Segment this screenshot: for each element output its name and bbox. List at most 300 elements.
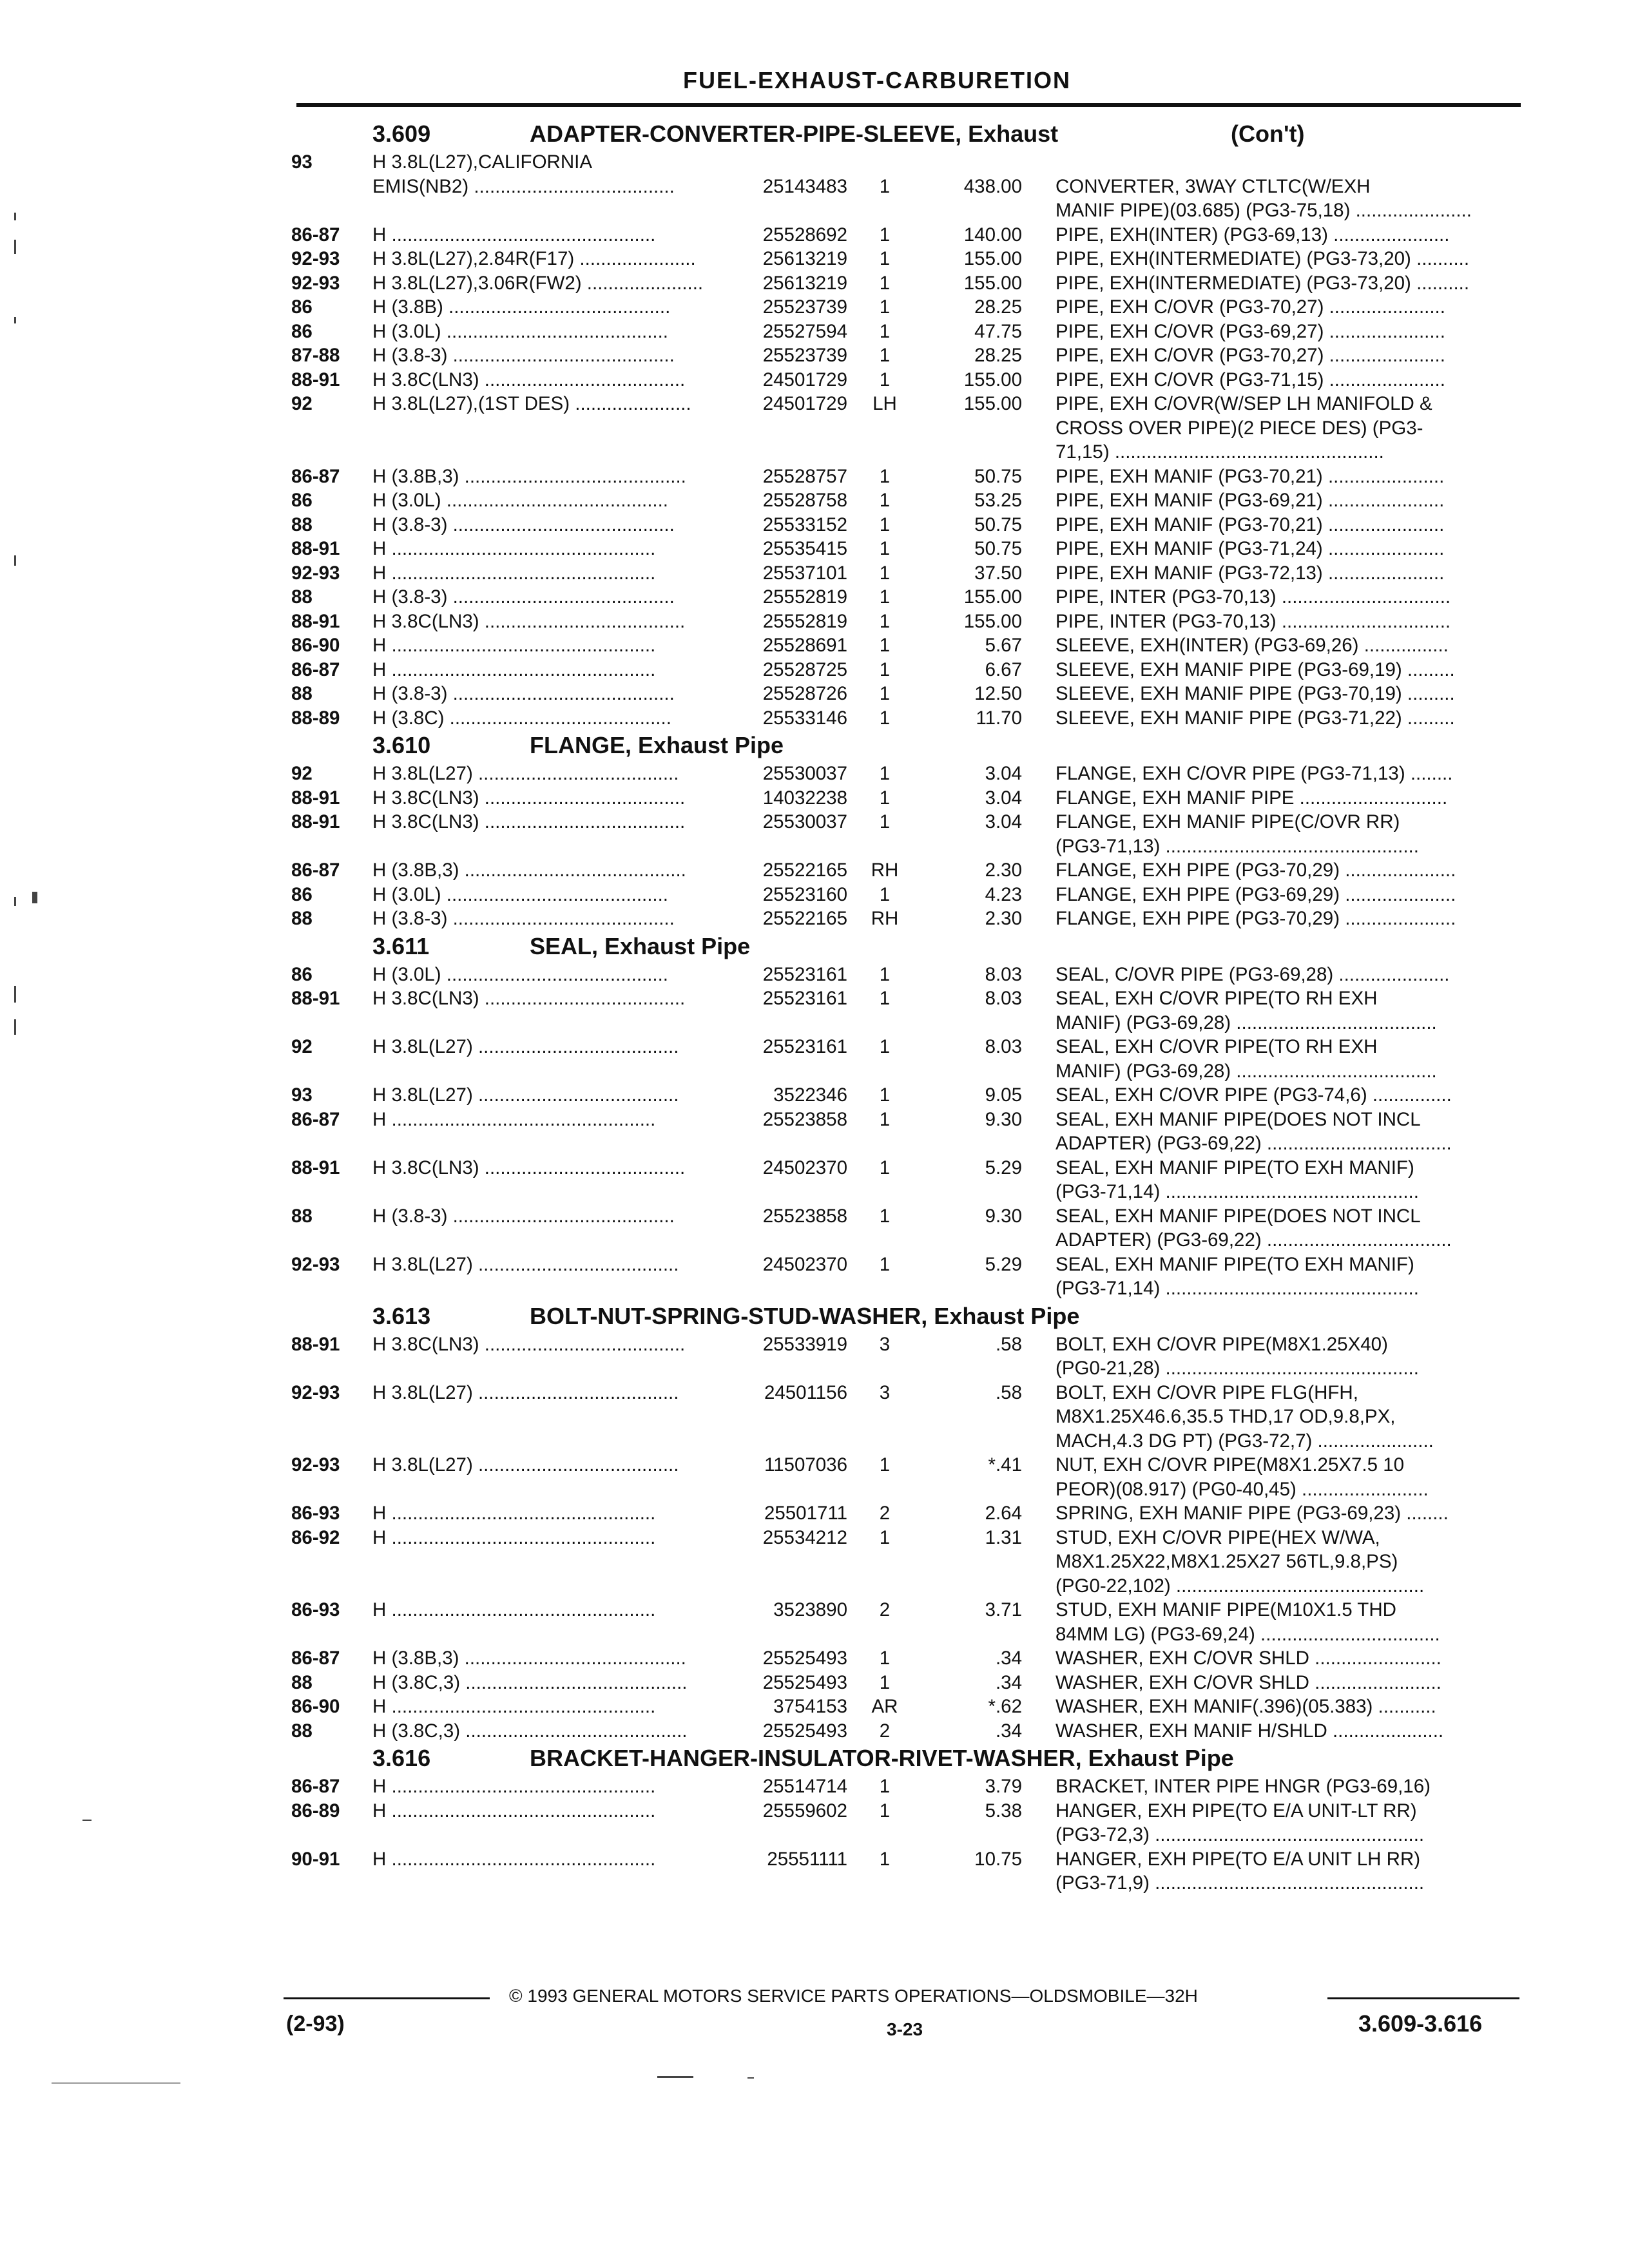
quantity: RH bbox=[871, 908, 899, 929]
description: FLANGE, EXH PIPE (PG3-70,29) ..................... bbox=[1055, 908, 1456, 929]
scan-mark bbox=[747, 2077, 754, 2079]
parts-row bbox=[0, 1011, 1629, 1035]
application: H (3.8B) .......................................... bbox=[372, 296, 671, 318]
price: 3.79 bbox=[985, 1776, 1022, 1797]
parts-row bbox=[0, 1574, 1629, 1599]
description: WASHER, EXH MANIF(.396)(05.383) ........... bbox=[1055, 1696, 1436, 1717]
quantity: 1 bbox=[879, 1253, 891, 1275]
description: PIPE, INTER (PG3-70,13) ................................ bbox=[1055, 586, 1451, 608]
parts-row bbox=[0, 271, 1629, 296]
part-number: 25525493 bbox=[759, 1671, 847, 1695]
parts-row bbox=[0, 658, 1629, 682]
quantity: 1 bbox=[879, 763, 891, 784]
price: 155.00 bbox=[963, 248, 1022, 269]
part-number: 25533146 bbox=[759, 706, 847, 730]
model-year: 92-93 bbox=[291, 1454, 340, 1475]
part-number: 25523739 bbox=[759, 343, 847, 367]
part-number: 24502370 bbox=[759, 1156, 847, 1180]
model-year: 92-93 bbox=[291, 1253, 340, 1275]
part-number: 25523161 bbox=[759, 963, 847, 986]
part-number: 25613219 bbox=[759, 271, 847, 295]
model-year: 90-91 bbox=[291, 1848, 340, 1870]
quantity: 1 bbox=[879, 1776, 891, 1797]
parts-row bbox=[0, 633, 1629, 658]
price: 3.04 bbox=[985, 811, 1022, 832]
description: SEAL, EXH MANIF PIPE(TO EXH MANIF) bbox=[1055, 1253, 1414, 1275]
description: MANIF PIPE)(03.685) (PG3-75,18) ...................... bbox=[1055, 200, 1472, 221]
parts-row bbox=[0, 440, 1629, 465]
part-number: 25533919 bbox=[759, 1332, 847, 1356]
price: .34 bbox=[995, 1648, 1022, 1669]
description: SLEEVE, EXH MANIF PIPE (PG3-71,22) ......... bbox=[1055, 707, 1455, 729]
quantity: 1 bbox=[879, 658, 891, 680]
part-number: 25527594 bbox=[759, 320, 847, 343]
part-number: 25537101 bbox=[759, 561, 847, 585]
header-rule bbox=[296, 103, 1521, 107]
description: HANGER, EXH PIPE(TO E/A UNIT LH RR) bbox=[1055, 1848, 1421, 1870]
model-year: 86-87 bbox=[291, 658, 340, 680]
description: 84MM LG) (PG3-69,24) .................................. bbox=[1055, 1623, 1440, 1645]
application: H (3.8C,3) .......................................... bbox=[372, 1720, 688, 1742]
quantity: 1 bbox=[879, 883, 891, 905]
description: PIPE, EXH(INTER) (PG3-69,13) ...................... bbox=[1055, 224, 1450, 245]
price: 9.30 bbox=[985, 1108, 1022, 1130]
quantity: 1 bbox=[879, 1648, 891, 1669]
description: BOLT, EXH C/OVR PIPE(M8X1.25X40) bbox=[1055, 1333, 1388, 1355]
scan-mark bbox=[14, 555, 16, 566]
footer-rule-left bbox=[284, 1997, 490, 1999]
part-number: 3523890 bbox=[769, 1598, 847, 1622]
description: FLANGE, EXH MANIF PIPE(C/OVR RR) bbox=[1055, 811, 1400, 832]
quantity: 1 bbox=[879, 514, 891, 535]
price: 8.03 bbox=[985, 988, 1022, 1009]
model-year: 88-91 bbox=[291, 538, 340, 559]
parts-row bbox=[0, 343, 1629, 368]
parts-row bbox=[0, 1356, 1629, 1381]
application: H 3.8L(L27) ...................................... bbox=[372, 763, 679, 784]
model-year: 93 bbox=[291, 151, 313, 173]
price: 37.50 bbox=[974, 562, 1022, 584]
parts-row bbox=[0, 1083, 1629, 1108]
application: H .................................................. bbox=[372, 1800, 656, 1821]
description: SPRING, EXH MANIF PIPE (PG3-69,23) ........ bbox=[1055, 1503, 1449, 1524]
parts-row bbox=[0, 1131, 1629, 1156]
price: 2.64 bbox=[985, 1503, 1022, 1524]
model-year: 86 bbox=[291, 490, 313, 511]
price: .58 bbox=[995, 1333, 1022, 1355]
parts-row bbox=[0, 1526, 1629, 1550]
model-year: 88-91 bbox=[291, 1333, 340, 1355]
part-number: 25525493 bbox=[759, 1646, 847, 1670]
parts-row bbox=[0, 682, 1629, 706]
model-year: 88-91 bbox=[291, 610, 340, 632]
scan-mark bbox=[82, 1820, 92, 1821]
footer-copyright: © 1993 GENERAL MOTORS SERVICE PARTS OPERATIONS—OLDSMOBILE—32H bbox=[509, 1986, 1198, 2006]
description: (PG3-71,14) ................................................ bbox=[1055, 1278, 1419, 1299]
description: SLEEVE, EXH MANIF PIPE (PG3-69,19) ......... bbox=[1055, 658, 1455, 680]
section-header bbox=[0, 119, 1629, 150]
section-name: BRACKET-HANGER-INSULATOR-RIVET-WASHER, Exhaust Pipe bbox=[530, 1745, 1234, 1771]
price: 155.00 bbox=[963, 610, 1022, 632]
price: 2.30 bbox=[985, 908, 1022, 929]
description: FLANGE, EXH C/OVR PIPE (PG3-71,13) ........ bbox=[1055, 763, 1453, 784]
section-name: SEAL, Exhaust Pipe bbox=[530, 932, 751, 959]
description: SLEEVE, EXH(INTER) (PG3-69,26) ................ bbox=[1055, 635, 1449, 656]
quantity: 1 bbox=[879, 683, 891, 704]
parts-row bbox=[0, 1180, 1629, 1204]
application: H .................................................. bbox=[372, 1696, 656, 1717]
model-year: 92 bbox=[291, 393, 313, 414]
quantity: 1 bbox=[879, 345, 891, 366]
application: H (3.8-3) .......................................... bbox=[372, 514, 675, 535]
part-number: 3522346 bbox=[769, 1083, 847, 1107]
model-year: 88-91 bbox=[291, 787, 340, 809]
parts-row bbox=[0, 561, 1629, 586]
price: 5.29 bbox=[985, 1157, 1022, 1178]
description: BRACKET, INTER PIPE HNGR (PG3-69,16) bbox=[1055, 1776, 1431, 1797]
part-number: 25530037 bbox=[759, 762, 847, 785]
parts-row bbox=[0, 1622, 1629, 1647]
quantity: 1 bbox=[879, 610, 891, 632]
application: H (3.8-3) .......................................... bbox=[372, 908, 675, 929]
part-number: 25523858 bbox=[759, 1108, 847, 1131]
parts-row bbox=[0, 175, 1629, 199]
section-number: 3.610 bbox=[372, 732, 431, 758]
scan-mark bbox=[14, 213, 16, 220]
model-year: 88 bbox=[291, 683, 313, 704]
description: SEAL, C/OVR PIPE (PG3-69,28) ..................... bbox=[1055, 963, 1450, 985]
part-number: 25522165 bbox=[759, 907, 847, 930]
model-year: 92 bbox=[291, 1036, 313, 1057]
quantity: 1 bbox=[879, 248, 891, 269]
description: FLANGE, EXH PIPE (PG3-70,29) ..................... bbox=[1055, 860, 1456, 881]
application: H .................................................. bbox=[372, 635, 656, 656]
description: SEAL, EXH C/OVR PIPE(TO RH EXH bbox=[1055, 1036, 1378, 1057]
parts-row bbox=[0, 1501, 1629, 1526]
description: M8X1.25X46.6,35.5 THD,17 OD,9.8,PX, bbox=[1055, 1406, 1396, 1427]
application: H (3.8B,3) .......................................... bbox=[372, 465, 686, 487]
section-continued: (Con't) bbox=[1231, 120, 1305, 147]
description: PIPE, EXH(INTERMEDIATE) (PG3-73,20) .......... bbox=[1055, 248, 1470, 269]
model-year: 88 bbox=[291, 1671, 313, 1693]
application: H 3.8L(L27),3.06R(FW2) ...................... bbox=[372, 272, 704, 294]
part-number: 25551111 bbox=[763, 1847, 847, 1871]
description: SEAL, EXH C/OVR PIPE (PG3-74,6) ............... bbox=[1055, 1084, 1452, 1106]
model-year: 86-87 bbox=[291, 1776, 340, 1797]
parts-row bbox=[0, 834, 1629, 859]
application: H (3.8B,3) .......................................... bbox=[372, 1648, 686, 1669]
application: H 3.8L(L27) ...................................... bbox=[372, 1454, 679, 1475]
parts-row bbox=[0, 1108, 1629, 1132]
parts-row bbox=[0, 1477, 1629, 1502]
model-year: 86 bbox=[291, 320, 313, 342]
quantity: 1 bbox=[879, 296, 891, 318]
part-number: 25525493 bbox=[759, 1719, 847, 1743]
part-number: 25552819 bbox=[759, 585, 847, 609]
parts-row bbox=[0, 1671, 1629, 1695]
parts-row bbox=[0, 1799, 1629, 1823]
part-number: 25523739 bbox=[759, 295, 847, 319]
quantity: 1 bbox=[879, 562, 891, 584]
parts-row bbox=[0, 1695, 1629, 1719]
description: BOLT, EXH C/OVR PIPE FLG(HFH, bbox=[1055, 1381, 1358, 1403]
section-number: 3.611 bbox=[372, 932, 430, 959]
part-number: 25501711 bbox=[760, 1501, 847, 1525]
description: SEAL, EXH MANIF PIPE(TO EXH MANIF) bbox=[1055, 1157, 1414, 1178]
section-number: 3.616 bbox=[372, 1745, 431, 1771]
description: SEAL, EXH MANIF PIPE(DOES NOT INCL bbox=[1055, 1108, 1421, 1130]
quantity: 1 bbox=[879, 635, 891, 656]
price: 5.29 bbox=[985, 1253, 1022, 1275]
section-number: 3.613 bbox=[372, 1302, 431, 1329]
application: H (3.8C,3) .......................................... bbox=[372, 1671, 688, 1693]
quantity: 1 bbox=[879, 175, 891, 197]
description: PIPE, EXH C/OVR (PG3-70,27) ...................... bbox=[1055, 296, 1445, 318]
description: PIPE, EXH C/OVR (PG3-69,27) ...................... bbox=[1055, 320, 1445, 342]
model-year: 88 bbox=[291, 514, 313, 535]
parts-row bbox=[0, 1381, 1629, 1405]
price: 12.50 bbox=[974, 683, 1022, 704]
application: H 3.8C(LN3) ...................................... bbox=[372, 787, 686, 809]
quantity: 1 bbox=[879, 1800, 891, 1821]
parts-row bbox=[0, 1646, 1629, 1671]
section-name: BOLT-NUT-SPRING-STUD-WASHER, Exhaust Pipe bbox=[530, 1302, 1080, 1329]
price: 155.00 bbox=[963, 272, 1022, 294]
model-year: 86-87 bbox=[291, 1108, 340, 1130]
description: PIPE, EXH MANIF (PG3-70,21) ...................... bbox=[1055, 465, 1445, 487]
price: 3.71 bbox=[985, 1599, 1022, 1620]
parts-row bbox=[0, 537, 1629, 561]
scan-mark bbox=[14, 317, 16, 323]
application: H (3.8-3) .......................................... bbox=[372, 345, 675, 366]
parts-row bbox=[0, 1156, 1629, 1180]
model-year: 86-90 bbox=[291, 1696, 340, 1717]
quantity: RH bbox=[871, 860, 899, 881]
price: 11.70 bbox=[976, 707, 1022, 729]
model-year: 86-89 bbox=[291, 1800, 340, 1821]
parts-row bbox=[0, 1059, 1629, 1084]
price: 155.00 bbox=[963, 393, 1022, 414]
parts-row bbox=[0, 1228, 1629, 1253]
parts-row bbox=[0, 1429, 1629, 1454]
application: H (3.0L) .......................................... bbox=[372, 963, 668, 985]
scan-mark bbox=[14, 897, 16, 906]
price: 6.67 bbox=[985, 658, 1022, 680]
part-number: 3754153 bbox=[769, 1695, 847, 1718]
footer-rule-right bbox=[1327, 1997, 1519, 1999]
description: PIPE, EXH MANIF (PG3-70,21) ...................... bbox=[1055, 514, 1445, 535]
part-number: 25613219 bbox=[759, 247, 847, 271]
parts-row bbox=[0, 1871, 1629, 1896]
parts-row bbox=[0, 1204, 1629, 1229]
quantity: 1 bbox=[879, 586, 891, 608]
description: FLANGE, EXH MANIF PIPE ............................ bbox=[1055, 787, 1448, 809]
parts-row bbox=[0, 1276, 1629, 1301]
description: NUT, EXH C/OVR PIPE(M8X1.25X7.5 10 bbox=[1055, 1454, 1405, 1475]
application: H 3.8L(L27) ...................................... bbox=[372, 1084, 679, 1106]
application: H (3.0L) .......................................... bbox=[372, 490, 668, 511]
description: SLEEVE, EXH MANIF PIPE (PG3-70,19) ......... bbox=[1055, 683, 1455, 704]
description: (PG3-71,14) ................................................ bbox=[1055, 1181, 1419, 1202]
application: H .................................................. bbox=[372, 1526, 656, 1548]
price: *.62 bbox=[988, 1696, 1022, 1717]
application: H (3.8-3) .......................................... bbox=[372, 683, 675, 704]
scan-mark bbox=[14, 986, 16, 1003]
application: H (3.8-3) .......................................... bbox=[372, 586, 675, 608]
part-number: 25523161 bbox=[759, 1035, 847, 1059]
part-number: 14032238 bbox=[759, 786, 847, 810]
description: (PG3-71,9) ................................................... bbox=[1055, 1872, 1425, 1894]
description: 71,15) ................................................... bbox=[1055, 441, 1384, 463]
model-year: 86-93 bbox=[291, 1503, 340, 1524]
parts-row bbox=[0, 1847, 1629, 1872]
part-number: 25535415 bbox=[759, 537, 847, 561]
model-year: 88-91 bbox=[291, 369, 340, 390]
description: SEAL, EXH MANIF PIPE(DOES NOT INCL bbox=[1055, 1205, 1421, 1227]
description: MANIF) (PG3-69,28) ...................................... bbox=[1055, 1012, 1437, 1033]
section-header bbox=[0, 931, 1629, 963]
parts-row bbox=[0, 1405, 1629, 1429]
quantity: 1 bbox=[879, 320, 891, 342]
application: H .................................................. bbox=[372, 1108, 656, 1130]
parts-row bbox=[0, 368, 1629, 392]
parts-row bbox=[0, 1035, 1629, 1059]
part-number: 25523161 bbox=[759, 986, 847, 1010]
application: H .................................................. bbox=[372, 538, 656, 559]
parts-row bbox=[0, 1719, 1629, 1744]
part-number: 25528757 bbox=[759, 465, 847, 488]
quantity: 2 bbox=[879, 1720, 891, 1742]
description: M8X1.25X22,M8X1.25X27 56TL,9.8,PS) bbox=[1055, 1551, 1398, 1572]
part-number: 25559602 bbox=[759, 1799, 847, 1823]
footer-page-number: 3-23 bbox=[887, 2019, 923, 2039]
parts-row bbox=[0, 883, 1629, 907]
application: H (3.0L) .......................................... bbox=[372, 883, 668, 905]
parts-row bbox=[0, 1253, 1629, 1277]
quantity: 1 bbox=[879, 1454, 891, 1475]
description: MACH,4.3 DG PT) (PG3-72,7) ...................... bbox=[1055, 1430, 1434, 1452]
description: PIPE, EXH C/OVR(W/SEP LH MANIFOLD & bbox=[1055, 393, 1432, 414]
price: 1.31 bbox=[985, 1526, 1022, 1548]
section-name: ADAPTER-CONVERTER-PIPE-SLEEVE, Exhaust bbox=[530, 120, 1059, 147]
price: 3.04 bbox=[985, 787, 1022, 809]
price: 140.00 bbox=[963, 224, 1022, 245]
part-number: 24501156 bbox=[760, 1381, 847, 1405]
description: PIPE, INTER (PG3-70,13) ................................ bbox=[1055, 610, 1451, 632]
application: H (3.0L) .......................................... bbox=[372, 320, 668, 342]
price: *.41 bbox=[988, 1454, 1022, 1475]
model-year: 86-90 bbox=[291, 635, 340, 656]
model-year: 93 bbox=[291, 1084, 313, 1106]
part-number: 24501729 bbox=[759, 368, 847, 392]
part-number: 25523160 bbox=[759, 883, 847, 907]
page-title: FUEL-EXHAUST-CARBURETION bbox=[683, 67, 1071, 93]
model-year: 92 bbox=[291, 763, 313, 784]
part-number: 25552819 bbox=[759, 610, 847, 633]
description: SEAL, EXH C/OVR PIPE(TO RH EXH bbox=[1055, 988, 1378, 1009]
description: PIPE, EXH MANIF (PG3-71,24) ...................... bbox=[1055, 538, 1445, 559]
model-year: 88 bbox=[291, 1720, 313, 1742]
application: H .................................................. bbox=[372, 1776, 656, 1797]
description: PIPE, EXH(INTERMEDIATE) (PG3-73,20) .......... bbox=[1055, 272, 1470, 294]
section-header bbox=[0, 1301, 1629, 1332]
section-number: 3.609 bbox=[372, 120, 431, 147]
part-number: 25528758 bbox=[759, 488, 847, 512]
section-name: FLANGE, Exhaust Pipe bbox=[530, 732, 784, 758]
quantity: 1 bbox=[879, 1108, 891, 1130]
scan-mark bbox=[14, 1019, 16, 1035]
application: H 3.8C(LN3) ...................................... bbox=[372, 1157, 686, 1178]
part-number: 24502370 bbox=[759, 1253, 847, 1276]
parts-row bbox=[0, 320, 1629, 344]
model-year: 88 bbox=[291, 908, 313, 929]
model-year: 86-87 bbox=[291, 1648, 340, 1669]
part-number: 25522165 bbox=[759, 858, 847, 882]
description: (PG3-71,13) ................................................ bbox=[1055, 835, 1419, 857]
parts-row bbox=[0, 150, 1629, 175]
application: H 3.8C(LN3) ...................................... bbox=[372, 610, 686, 632]
model-year: 92-93 bbox=[291, 1381, 340, 1403]
price: 50.75 bbox=[974, 465, 1022, 487]
price: 5.67 bbox=[985, 635, 1022, 656]
part-number: 11507036 bbox=[760, 1453, 847, 1477]
section-header bbox=[0, 1743, 1629, 1774]
model-year: 86 bbox=[291, 883, 313, 905]
parts-row bbox=[0, 706, 1629, 731]
description: PEOR)(08.917) (PG0-40,45) ........................ bbox=[1055, 1478, 1429, 1500]
description: WASHER, EXH MANIF H/SHLD ..................... bbox=[1055, 1720, 1444, 1742]
parts-row bbox=[0, 392, 1629, 416]
application: H .................................................. bbox=[372, 1503, 656, 1524]
parts-row bbox=[0, 416, 1629, 441]
part-number: 25533152 bbox=[759, 513, 847, 537]
application: H 3.8L(L27) ...................................... bbox=[372, 1381, 679, 1403]
application: H .................................................. bbox=[372, 562, 656, 584]
part-number: 25528692 bbox=[759, 223, 847, 247]
description: (PG3-72,3) ................................................... bbox=[1055, 1824, 1425, 1845]
application: H 3.8L(L27) ...................................... bbox=[372, 1253, 679, 1275]
section-header bbox=[0, 730, 1629, 762]
description: HANGER, EXH PIPE(TO E/A UNIT-LT RR) bbox=[1055, 1800, 1417, 1821]
application: H 3.8C(LN3) ...................................... bbox=[372, 1333, 686, 1355]
parts-row bbox=[0, 1332, 1629, 1357]
price: 155.00 bbox=[963, 369, 1022, 390]
parts-row bbox=[0, 585, 1629, 610]
price: 8.03 bbox=[985, 963, 1022, 985]
model-year: 86-93 bbox=[291, 1599, 340, 1620]
quantity: 2 bbox=[879, 1599, 891, 1620]
scan-mark bbox=[14, 240, 16, 254]
model-year: 92-93 bbox=[291, 562, 340, 584]
model-year: 86 bbox=[291, 963, 313, 985]
application: H 3.8C(LN3) ...................................... bbox=[372, 811, 686, 832]
part-number: 25528691 bbox=[759, 633, 847, 657]
parts-row bbox=[0, 858, 1629, 883]
quantity: 1 bbox=[879, 707, 891, 729]
part-number: 25528725 bbox=[759, 658, 847, 682]
description: ADAPTER) (PG3-69,22) ................................... bbox=[1055, 1229, 1452, 1251]
application: H .................................................. bbox=[372, 1848, 656, 1870]
quantity: LH bbox=[872, 393, 897, 414]
price: 5.38 bbox=[985, 1800, 1022, 1821]
model-year: 86-87 bbox=[291, 465, 340, 487]
model-year: 88-89 bbox=[291, 707, 340, 729]
price: 2.30 bbox=[985, 860, 1022, 881]
quantity: AR bbox=[871, 1696, 898, 1717]
application: H .................................................. bbox=[372, 224, 656, 245]
part-number: 24501729 bbox=[759, 392, 847, 416]
footer-date-code: (2-93) bbox=[286, 2012, 345, 2036]
